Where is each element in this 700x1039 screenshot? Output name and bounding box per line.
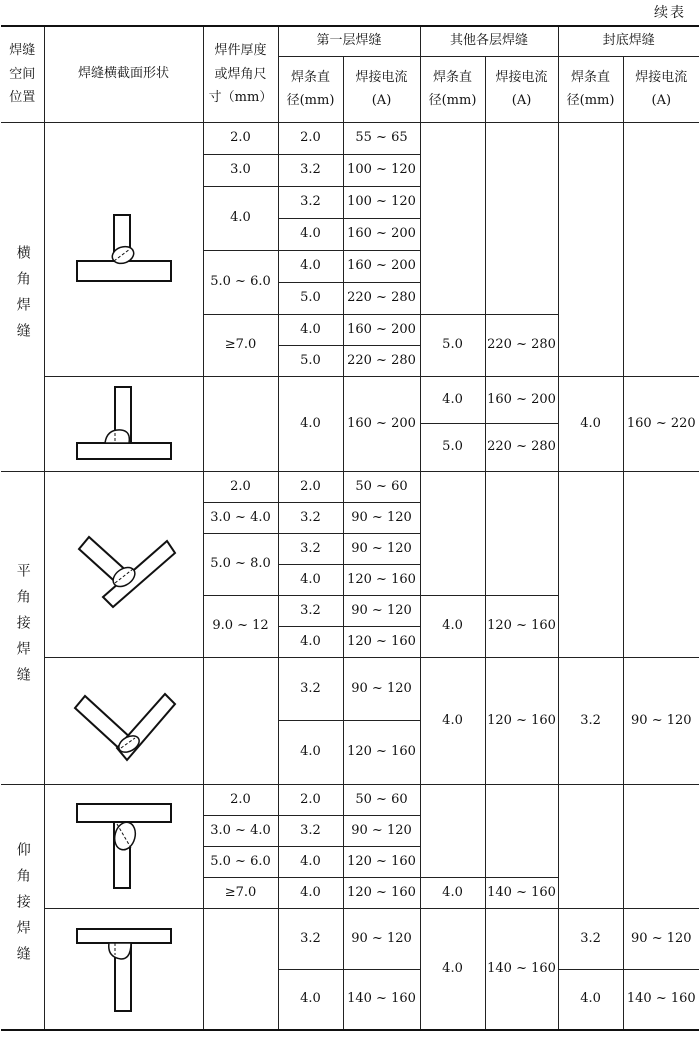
horizontal-tee-multi-weld-icon bbox=[69, 381, 179, 467]
header-thickness bbox=[203, 26, 278, 122]
header-diam-line: 焊条直 bbox=[433, 69, 473, 85]
o-r6-bottom-diameter: 4.0 bbox=[558, 969, 623, 1030]
h-other-diameter-empty bbox=[420, 122, 485, 314]
o-bottom-diameter-empty bbox=[558, 784, 623, 908]
h-r8-current: 220 ~ 280 bbox=[343, 345, 420, 376]
h-r9-other-diameter: 4.0 bbox=[420, 376, 485, 423]
f-r5-current: 90 ~ 120 bbox=[343, 595, 420, 626]
f-r6-diameter: 4.0 bbox=[278, 626, 343, 657]
f-bottom-diameter-empty bbox=[558, 471, 623, 657]
f-r7-bottom-diameter: 3.2 bbox=[558, 657, 623, 784]
f-r3-diameter: 3.2 bbox=[278, 533, 343, 564]
header-position-line: 空间 bbox=[9, 66, 36, 82]
header-thickness-line: 寸（mm） bbox=[208, 89, 273, 105]
h-r2-current: 100 ~ 120 bbox=[343, 154, 420, 186]
h-r7-thickness: ≥7.0 bbox=[203, 314, 278, 376]
section-horizontal bbox=[1, 122, 44, 471]
o-r1-thickness: 2.0 bbox=[203, 784, 278, 815]
f2-thickness-empty bbox=[203, 657, 278, 784]
o-r6-bottom-current: 140 ~ 160 bbox=[623, 969, 699, 1030]
horizontal-tee-weld-icon bbox=[69, 209, 179, 289]
section-flat bbox=[1, 471, 44, 784]
h-r9-bottom-diameter: 4.0 bbox=[558, 376, 623, 471]
section-overhead bbox=[1, 784, 44, 1030]
f-r5-diameter: 3.2 bbox=[278, 595, 343, 626]
header-diam-line: 焊条直 bbox=[290, 69, 330, 85]
h-r6-diameter: 5.0 bbox=[278, 282, 343, 314]
header-current-line: 焊接电流 bbox=[495, 69, 548, 85]
header-current-line: (A) bbox=[651, 93, 672, 108]
o-r5-diameter: 3.2 bbox=[278, 908, 343, 969]
h-r1-thickness: 2.0 bbox=[203, 122, 278, 154]
o-other-current-empty bbox=[485, 784, 558, 877]
section-overhead-label: 仰角接焊缝 bbox=[14, 841, 31, 972]
o-r1-current: 50 ~ 60 bbox=[343, 784, 420, 815]
h-r5-current: 160 ~ 200 bbox=[343, 250, 420, 282]
f-r7-bottom-current: 90 ~ 120 bbox=[623, 657, 699, 784]
header-first-diameter bbox=[278, 56, 343, 122]
o-r4-current: 120 ~ 160 bbox=[343, 877, 420, 908]
header-diam-line: 径(mm) bbox=[286, 93, 335, 108]
o2-shape-cell bbox=[44, 908, 203, 1030]
o-r3-thickness: 5.0 ~ 6.0 bbox=[203, 846, 278, 877]
header-position-line: 位置 bbox=[9, 89, 36, 105]
f-r2-thickness: 3.0 ~ 4.0 bbox=[203, 502, 278, 533]
f-r8-current: 120 ~ 160 bbox=[343, 720, 420, 784]
o-r2-thickness: 3.0 ~ 4.0 bbox=[203, 815, 278, 846]
header-diam-line: 焊条直 bbox=[571, 69, 611, 85]
header-current-line: 焊接电流 bbox=[355, 69, 408, 85]
header-other-layers: 其他各层焊缝 bbox=[420, 26, 558, 56]
h-r10-other-diameter: 5.0 bbox=[420, 423, 485, 471]
h-r3-diameter: 3.2 bbox=[278, 186, 343, 218]
f-r5-other-diameter: 4.0 bbox=[420, 595, 485, 657]
overhead-tee-multi-weld-icon bbox=[69, 919, 179, 1019]
welding-parameters-table bbox=[1, 25, 699, 1031]
f-r7-current: 90 ~ 120 bbox=[343, 657, 420, 720]
h-r10-other-current: 220 ~ 280 bbox=[485, 423, 558, 471]
header-position-line: 焊缝 bbox=[9, 43, 36, 59]
header-bottom-diameter bbox=[558, 56, 623, 122]
f-r1-current: 50 ~ 60 bbox=[343, 471, 420, 502]
f-r3-current: 90 ~ 120 bbox=[343, 533, 420, 564]
f-r7-diameter: 3.2 bbox=[278, 657, 343, 720]
f-other-current-empty bbox=[485, 471, 558, 595]
o-r6-current: 140 ~ 160 bbox=[343, 969, 420, 1030]
h-r9-diameter: 4.0 bbox=[278, 376, 343, 471]
h-r2-diameter: 3.2 bbox=[278, 154, 343, 186]
h-r6-current: 220 ~ 280 bbox=[343, 282, 420, 314]
header-position bbox=[1, 26, 44, 122]
header-first-current bbox=[343, 56, 420, 122]
f-r6-current: 120 ~ 160 bbox=[343, 626, 420, 657]
o-r5-current: 90 ~ 120 bbox=[343, 908, 420, 969]
o-r6-diameter: 4.0 bbox=[278, 969, 343, 1030]
header-bottom-current bbox=[623, 56, 699, 122]
f-r7-other-current: 120 ~ 160 bbox=[485, 657, 558, 784]
header-thickness-line: 或焊角尺 bbox=[214, 66, 267, 82]
h-r9-current: 160 ~ 200 bbox=[343, 376, 420, 471]
h-r9-other-current: 160 ~ 200 bbox=[485, 376, 558, 423]
f-r4-diameter: 4.0 bbox=[278, 564, 343, 595]
continued-label: 续表 bbox=[654, 5, 686, 21]
f2-shape-cell bbox=[44, 657, 203, 784]
header-shape: 焊缝横截面形状 bbox=[44, 26, 203, 122]
f-r7-other-diameter: 4.0 bbox=[420, 657, 485, 784]
o1-shape-cell bbox=[44, 784, 203, 908]
header-current-line: (A) bbox=[511, 93, 532, 108]
header-other-current bbox=[485, 56, 558, 122]
o-r2-diameter: 3.2 bbox=[278, 815, 343, 846]
header-other-diameter bbox=[420, 56, 485, 122]
header-current-line: (A) bbox=[371, 93, 392, 108]
h-r8-diameter: 5.0 bbox=[278, 345, 343, 376]
section-flat-label: 平角接焊缝 bbox=[14, 562, 31, 693]
header-current-line: 焊接电流 bbox=[635, 69, 688, 85]
h2-thickness-empty bbox=[203, 376, 278, 471]
o-bottom-current-empty bbox=[623, 784, 699, 908]
header-thickness-line: 焊件厚度 bbox=[214, 43, 267, 59]
section-horizontal-label: 横角焊缝 bbox=[14, 244, 31, 349]
header-diam-line: 径(mm) bbox=[428, 93, 477, 108]
f-r4-current: 120 ~ 160 bbox=[343, 564, 420, 595]
f-r2-diameter: 3.2 bbox=[278, 502, 343, 533]
f-r1-thickness: 2.0 bbox=[203, 471, 278, 502]
h-r7-other-current: 220 ~ 280 bbox=[485, 314, 558, 376]
f-r2-current: 90 ~ 120 bbox=[343, 502, 420, 533]
h-r9-bottom-current: 160 ~ 220 bbox=[623, 376, 699, 471]
o-r5-other-current: 140 ~ 160 bbox=[485, 908, 558, 1030]
h-r1-diameter: 2.0 bbox=[278, 122, 343, 154]
o-r3-current: 120 ~ 160 bbox=[343, 846, 420, 877]
o-r4-other-current: 140 ~ 160 bbox=[485, 877, 558, 908]
f-r1-diameter: 2.0 bbox=[278, 471, 343, 502]
o-r3-diameter: 4.0 bbox=[278, 846, 343, 877]
flat-v-weld-icon bbox=[69, 519, 179, 609]
h-r3-current: 100 ~ 120 bbox=[343, 186, 420, 218]
header-diam-line: 径(mm) bbox=[566, 93, 615, 108]
h-bottom-diameter-empty bbox=[558, 122, 623, 376]
f-bottom-current-empty bbox=[623, 471, 699, 657]
h-r7-other-diameter: 5.0 bbox=[420, 314, 485, 376]
h-r7-diameter: 4.0 bbox=[278, 314, 343, 345]
h1-shape-cell bbox=[44, 122, 203, 376]
o-r4-other-diameter: 4.0 bbox=[420, 877, 485, 908]
o-r4-diameter: 4.0 bbox=[278, 877, 343, 908]
o-r5-bottom-current: 90 ~ 120 bbox=[623, 908, 699, 969]
o-other-diameter-empty bbox=[420, 784, 485, 877]
h2-shape-cell bbox=[44, 376, 203, 471]
h-r5-thickness: 5.0 ~ 6.0 bbox=[203, 250, 278, 314]
h-r3-thickness: 4.0 bbox=[203, 186, 278, 250]
h-bottom-current-empty bbox=[623, 122, 699, 376]
h-r4-current: 160 ~ 200 bbox=[343, 218, 420, 250]
h-r5-diameter: 4.0 bbox=[278, 250, 343, 282]
f-r3-thickness: 5.0 ~ 8.0 bbox=[203, 533, 278, 595]
flat-v-multi-weld-icon bbox=[69, 676, 179, 766]
h-r4-diameter: 4.0 bbox=[278, 218, 343, 250]
f-r5-thickness: 9.0 ~ 12 bbox=[203, 595, 278, 657]
o2-thickness-empty bbox=[203, 908, 278, 1030]
o-r1-diameter: 2.0 bbox=[278, 784, 343, 815]
f-r8-diameter: 4.0 bbox=[278, 720, 343, 784]
overhead-tee-weld-icon bbox=[69, 796, 179, 896]
o-r4-thickness: ≥7.0 bbox=[203, 877, 278, 908]
f-r5-other-current: 120 ~ 160 bbox=[485, 595, 558, 657]
header-first-layer: 第一层焊缝 bbox=[278, 26, 420, 56]
o-r2-current: 90 ~ 120 bbox=[343, 815, 420, 846]
h-other-current-empty bbox=[485, 122, 558, 314]
header-bottom: 封底焊缝 bbox=[558, 26, 699, 56]
h-r7-current: 160 ~ 200 bbox=[343, 314, 420, 345]
o-r5-bottom-diameter: 3.2 bbox=[558, 908, 623, 969]
h-r2-thickness: 3.0 bbox=[203, 154, 278, 186]
o-r5-other-diameter: 4.0 bbox=[420, 908, 485, 1030]
h-r1-current: 55 ~ 65 bbox=[343, 122, 420, 154]
f1-shape-cell bbox=[44, 471, 203, 657]
f-other-diameter-empty bbox=[420, 471, 485, 595]
